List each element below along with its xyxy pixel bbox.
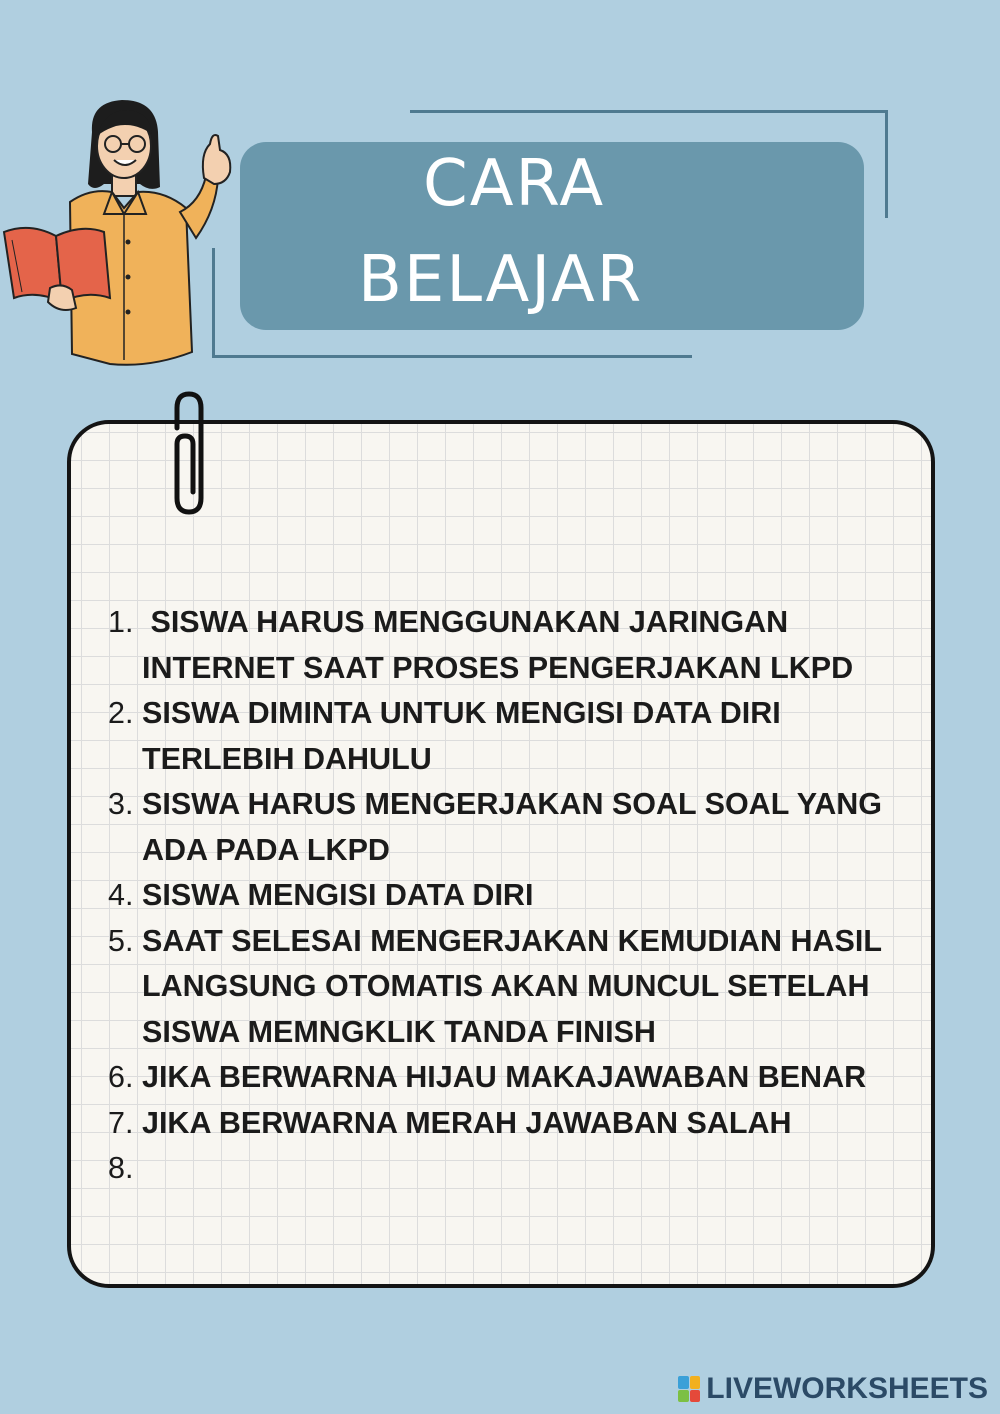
list-item [108, 1101, 918, 1147]
step-number: 3. [108, 787, 134, 821]
list-item [108, 919, 918, 1056]
title-frame-bottom [212, 355, 692, 358]
step-text: SISWA HARUS MENGGUNAKAN JARINGAN INTERNET SAAT PROSES PENGERJAKAN LKPD [142, 605, 854, 685]
page-title-line-2: BELAJAR [358, 243, 644, 317]
title-frame-left [212, 248, 215, 358]
step-number: 2. [108, 696, 134, 730]
step-number: 4. [108, 878, 134, 912]
step-text: SAAT SELESAI MENGERJAKAN KEMUDIAN HASIL LANGSUNG OTOMATIS AKAN MUNCUL SETELAH SISWA MEMNGKLIK TANDA FINISH [142, 923, 882, 1049]
step-text: SISWA DIMINTA UNTUK MENGISI DATA DIRI TERLEBIH DAHULU [142, 696, 781, 776]
step-number: 7. [108, 1105, 134, 1140]
step-text: SISWA MENGISI DATA DIRI [142, 878, 534, 912]
list-item [108, 691, 918, 782]
title-frame-top [410, 110, 888, 113]
step-number: 1. [108, 605, 134, 639]
list-item [108, 1146, 918, 1192]
page-title-line-1: CARA [423, 147, 606, 221]
step-text: SISWA HARUS MENGERJAKAN SOAL SOAL YANG ADA PADA LKPD [142, 787, 883, 867]
step-text: JIKA BERWARNA HIJAU MAKAJAWABAN BENAR [142, 1060, 867, 1094]
step-text: JIKA BERWARNA MERAH JAWABAN SALAH [142, 1105, 792, 1140]
step-number: 5. [108, 923, 134, 958]
step-text [142, 1146, 918, 1192]
paperclip-icon [165, 388, 215, 518]
list-item [108, 1055, 918, 1101]
steps-list [108, 600, 918, 1192]
brand-watermark [678, 1372, 988, 1406]
brand-name: LIVEWORKSHEETS [706, 1372, 988, 1405]
step-number: 8. [108, 1151, 134, 1185]
title-frame-right [885, 110, 888, 218]
list-item [108, 782, 918, 873]
step-number: 6. [108, 1060, 134, 1094]
list-item [108, 873, 918, 919]
liveworksheets-logo-icon [678, 1376, 700, 1402]
list-item [108, 600, 918, 691]
